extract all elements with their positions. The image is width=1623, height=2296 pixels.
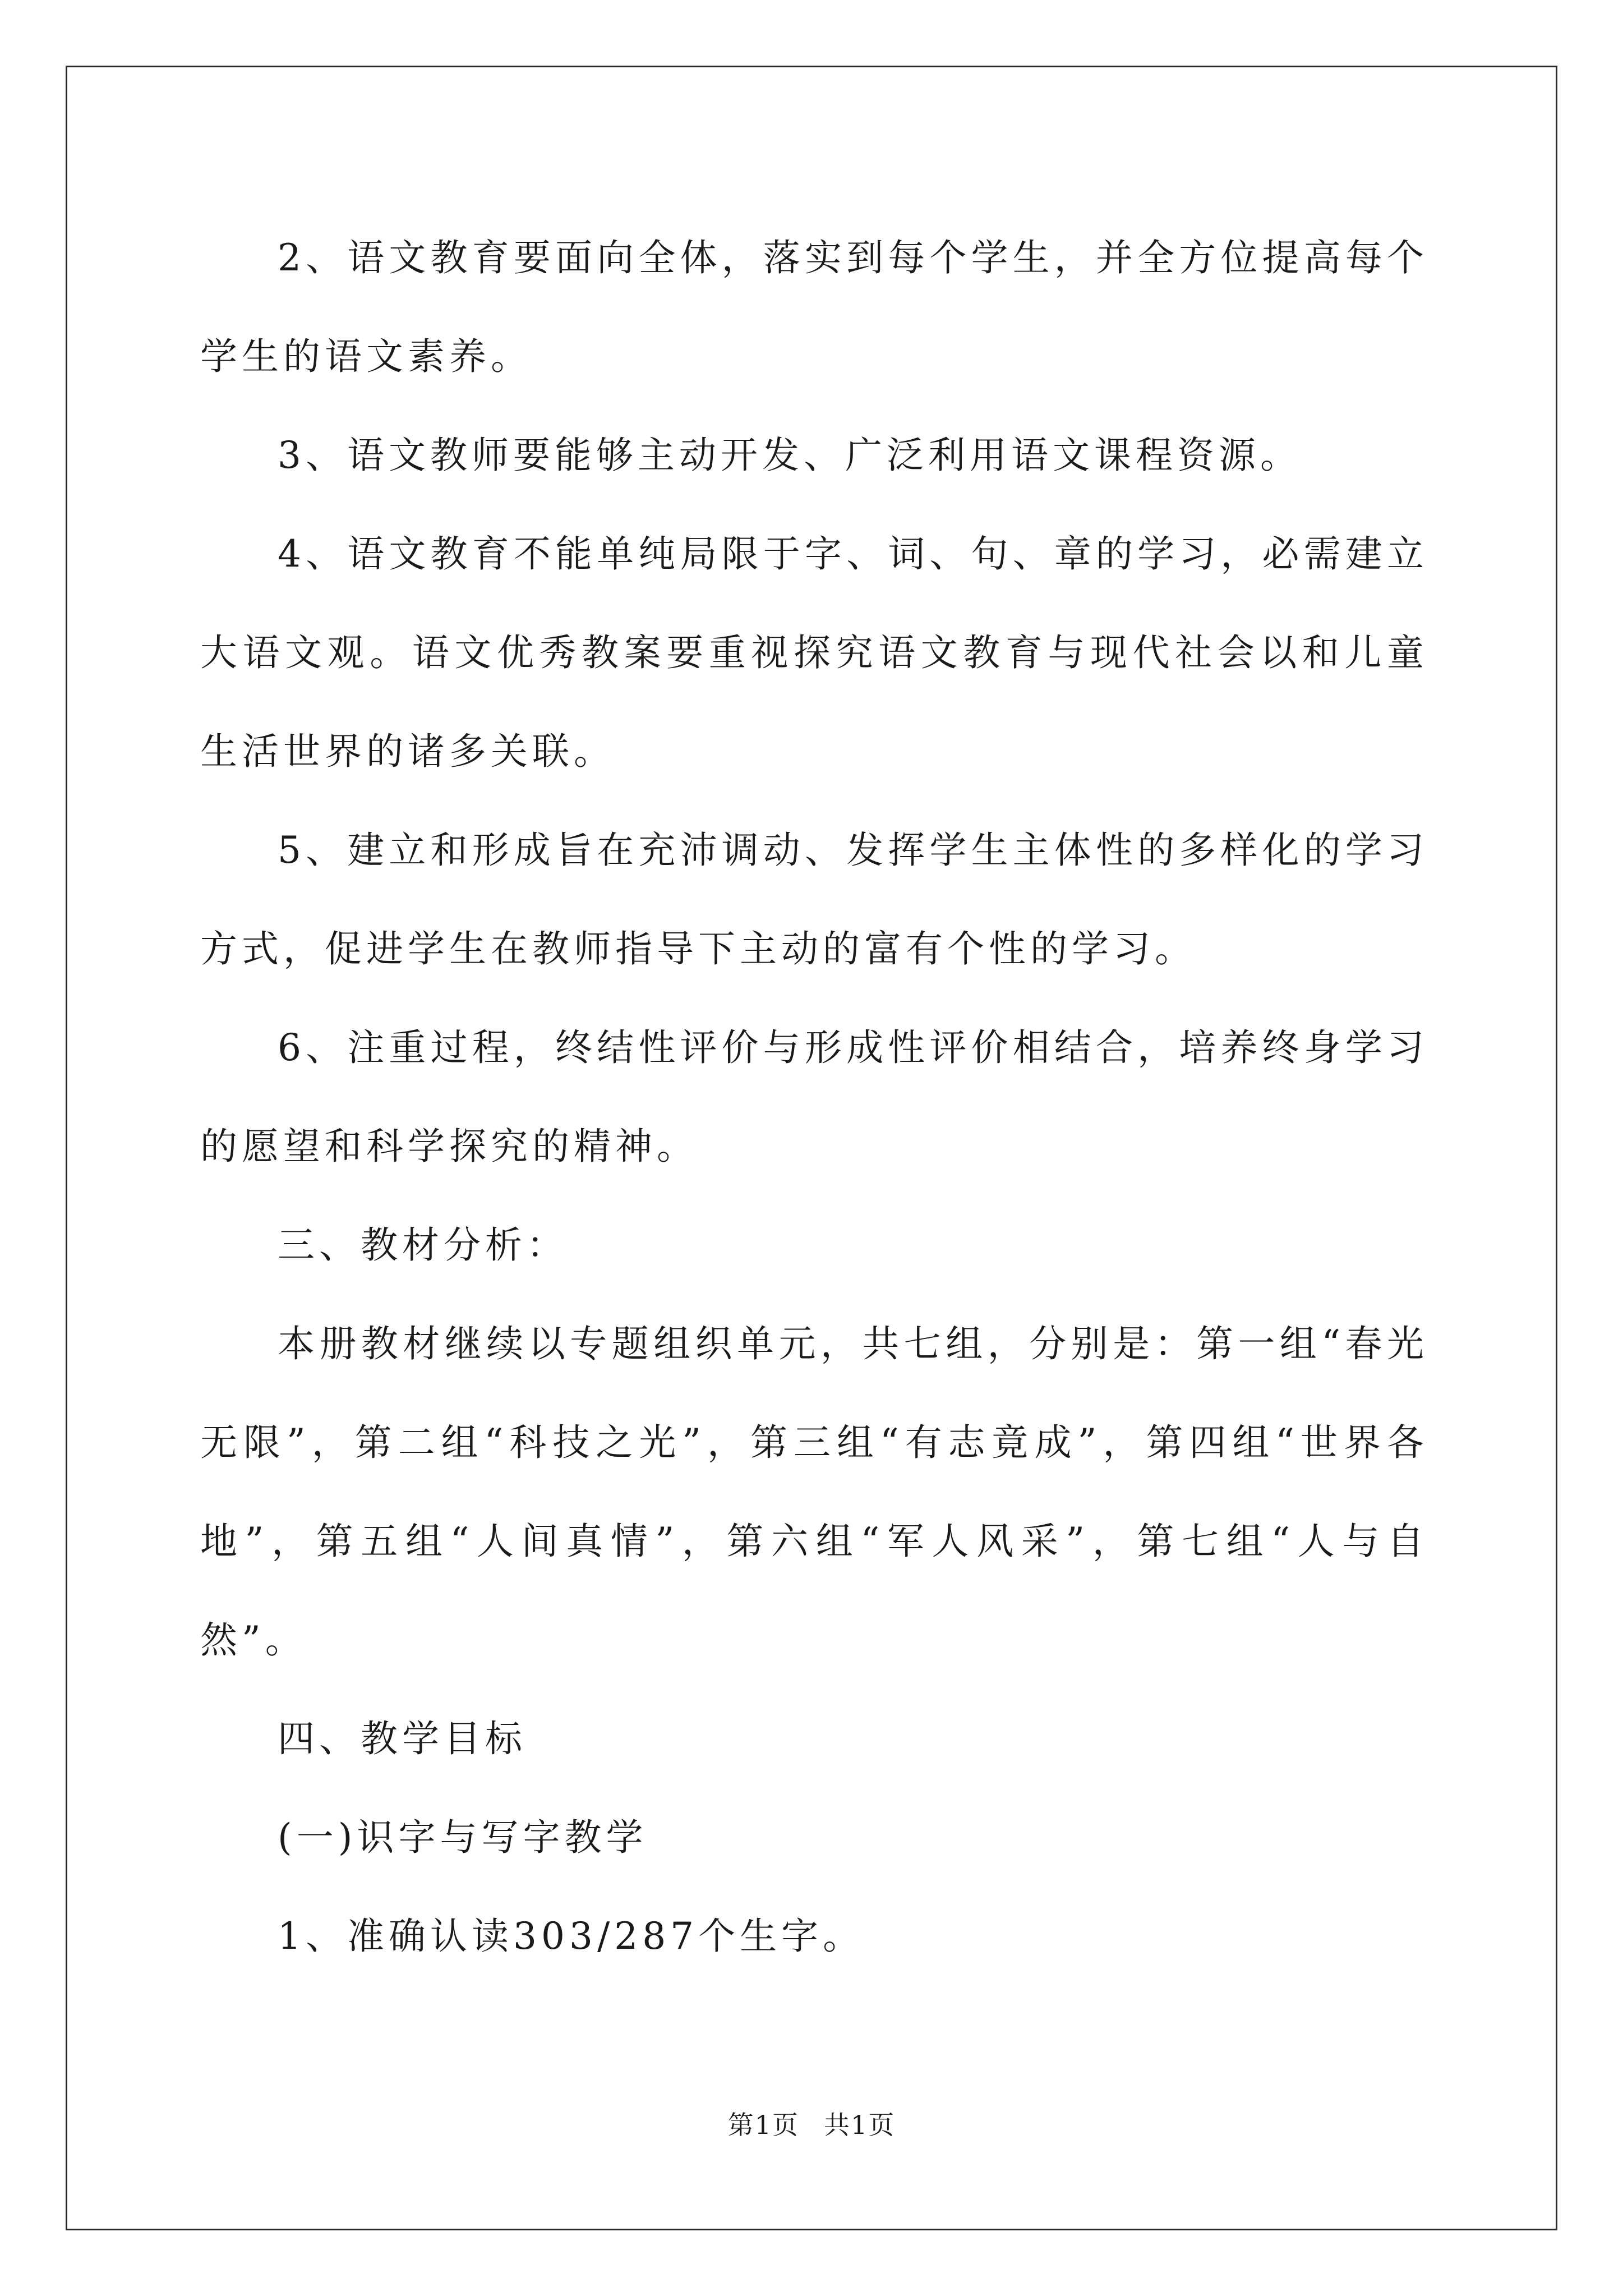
- paragraph-literacy-item-1: 1、准确认读303/287个生字。: [278, 1915, 865, 1958]
- paragraph-item-3: 3、语文教师要能够主动开发、广泛利用语文课程资源。: [278, 434, 1302, 477]
- subsection-heading-literacy: (一)识字与写字教学: [278, 1816, 648, 1859]
- section-heading-teaching-goals: 四、教学目标: [278, 1717, 527, 1760]
- page-number: 第1页: [727, 2110, 799, 2140]
- paragraph-material-analysis: 本册教材继续以专题组织单元，共七组，分别是：第一组“春光无限”，第二组“科技之光”，第三组“有志竟成”，第四组“世界各地”，第五组“人间真情”，第六组“军人风采”，第七组“人与自然”。: [200, 1322, 1428, 1662]
- document-body: [200, 209, 1428, 1986]
- paragraph-item-6: 6、注重过程，终结性评价与形成性评价相结合，培养终身学习的愿望和科学探究的精神。: [200, 1026, 1428, 1168]
- section-heading-material-analysis: 三、教材分析：: [278, 1223, 568, 1267]
- page-total: 共1页: [824, 2110, 896, 2140]
- paragraph-item-2: 2、语文教育要面向全体，落实到每个学生，并全方位提高每个学生的语文素养。: [200, 236, 1428, 378]
- paragraph-item-5: 5、建立和形成旨在充沛调动、发挥学生主体性的多样化的学习方式，促进学生在教师指导下主动的富有个性的学习。: [200, 829, 1428, 970]
- paragraph-item-4: 4、语文教育不能单纯局限于字、词、句、章的学习，必需建立大语文观。语文优秀教案要重视探究语文教育与现代社会以和儿童生活世界的诸多关联。: [200, 532, 1428, 773]
- page-footer: [0, 2105, 1623, 2142]
